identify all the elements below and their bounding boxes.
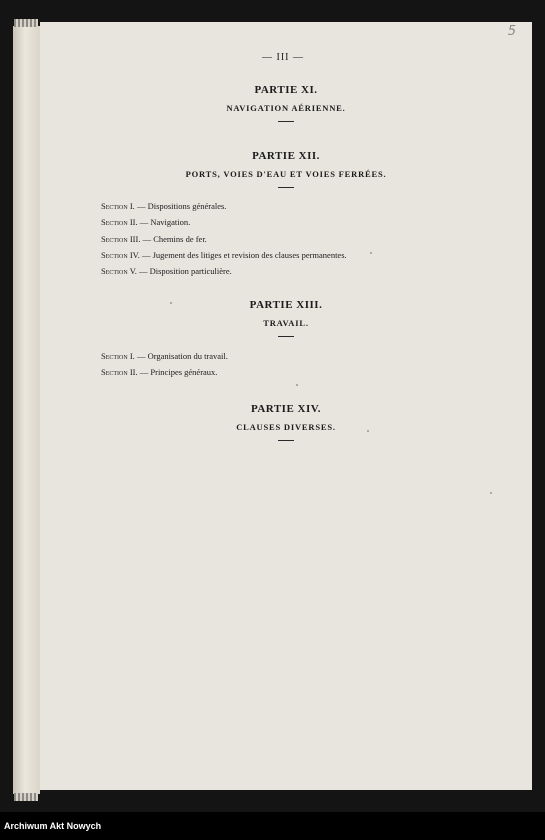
section-entry	[101, 348, 228, 364]
section-text: — Jugement des litiges et revision des clauses permanentes.	[139, 249, 347, 260]
part-subtitle: PORTS, VOIES D'EAU ET VOIES FERRÉES.	[185, 169, 387, 179]
part-title: PARTIE XI.	[254, 84, 318, 96]
section-text: — Navigation.	[137, 217, 191, 228]
paper-speck	[490, 492, 492, 494]
part-subtitle: NAVIGATION AÉRIENNE.	[226, 103, 346, 113]
document-page	[40, 22, 532, 790]
section-label: Section III.	[101, 233, 141, 244]
part-xii	[40, 150, 532, 188]
part-xii-sections	[101, 198, 347, 279]
section-label: Section I.	[101, 351, 135, 361]
part-subtitle: TRAVAIL.	[263, 318, 309, 328]
pencil-folio-mark: 5	[507, 24, 516, 39]
section-text: — Principes généraux.	[137, 367, 218, 378]
part-rule	[278, 121, 294, 122]
part-xiii-sections	[101, 348, 228, 381]
section-label: Section V.	[101, 266, 137, 277]
archive-watermark: Archiwum Akt Nowych	[0, 812, 545, 840]
part-title: PARTIE XIII.	[249, 299, 323, 311]
paper-speck	[370, 252, 372, 254]
section-text: — Chemins de fer.	[140, 233, 207, 244]
section-entry	[101, 214, 347, 230]
section-label: Section II.	[101, 217, 138, 228]
section-text: — Dispositions générales.	[134, 201, 227, 211]
paper-speck	[170, 302, 172, 304]
section-text: — Disposition particulière.	[136, 266, 232, 277]
binding-cord-top	[14, 19, 38, 27]
part-xi	[40, 84, 532, 122]
part-xiv	[40, 403, 532, 441]
book-binding	[13, 26, 40, 794]
part-rule	[278, 440, 294, 441]
part-rule	[278, 336, 294, 337]
part-title: PARTIE XII.	[252, 150, 320, 162]
section-entry	[101, 198, 347, 214]
section-text: — Organisation du travail.	[134, 351, 228, 361]
part-xiii	[40, 299, 532, 337]
section-label: Section I.	[101, 201, 135, 211]
section-label: Section II.	[101, 367, 138, 378]
page-number: — III —	[262, 52, 304, 63]
section-entry	[101, 247, 347, 263]
paper-speck	[296, 384, 298, 386]
section-entry	[101, 263, 347, 279]
section-label: Section IV.	[101, 249, 140, 260]
part-title: PARTIE XIV.	[250, 403, 322, 415]
section-entry	[101, 364, 228, 380]
part-subtitle: CLAUSES DIVERSES.	[236, 422, 336, 432]
paper-speck	[367, 430, 369, 432]
section-entry	[101, 231, 347, 247]
part-rule	[278, 187, 294, 188]
binding-cord-bottom	[14, 793, 38, 801]
